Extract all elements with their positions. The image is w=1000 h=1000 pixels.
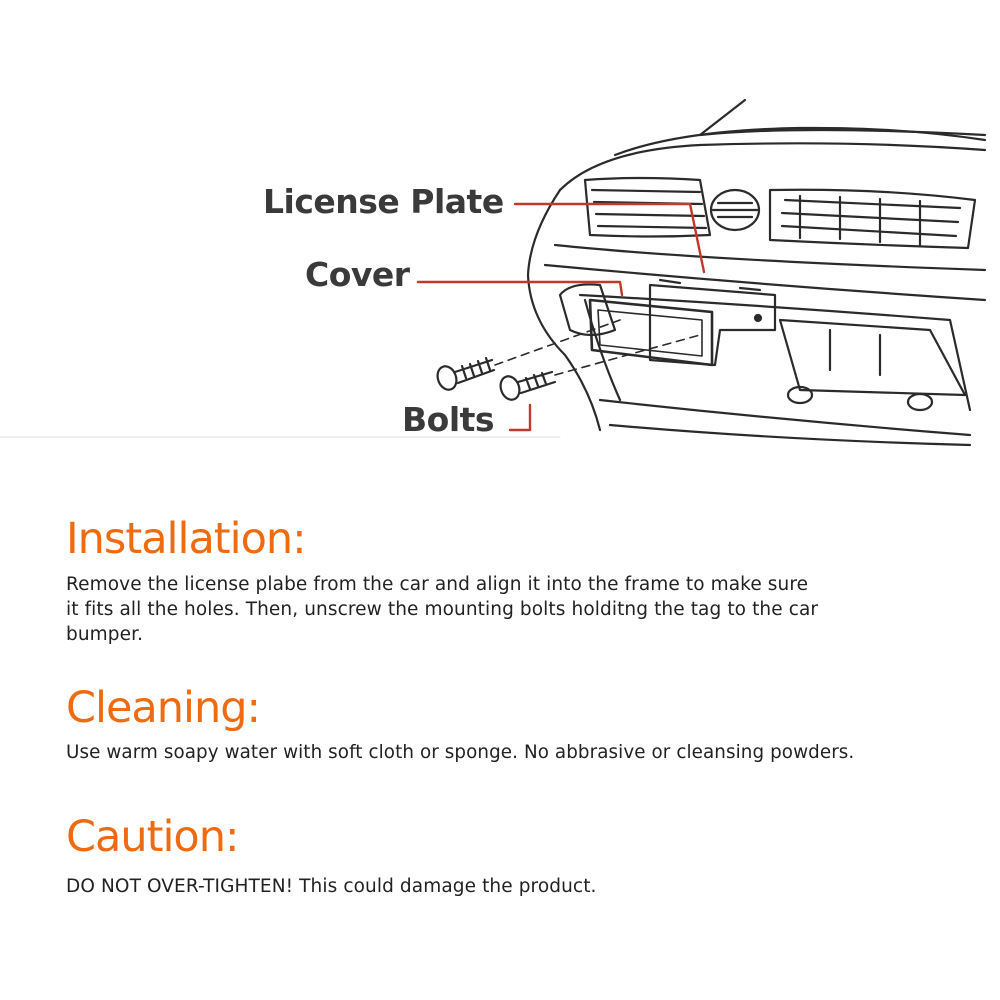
caution-heading: Caution:: [66, 812, 239, 862]
lower-intake: [780, 320, 965, 395]
cleaning-section: [66, 683, 966, 765]
installation-body: Remove the license plabe from the car and align it into the frame to make sure it fits all the holes. Then, unscrew the mounting bolts holditng the tag to the car bumper.: [66, 574, 819, 645]
cleaning-heading: Cleaning:: [66, 683, 261, 733]
alignment-line-2: [555, 335, 700, 375]
caution-section: [66, 812, 966, 899]
caution-body: DO NOT OVER-TIGHTEN! This could damage the product.: [66, 876, 597, 897]
alignment-line-1: [495, 320, 620, 365]
hood-front-edge: [560, 143, 985, 190]
installation-heading: Installation:: [66, 514, 306, 564]
bolt-1: [434, 358, 494, 392]
bolts-leader: [510, 405, 530, 430]
car-front-diagram: [0, 0, 1000, 460]
bolt-2: [497, 372, 555, 402]
installation-section: [66, 514, 826, 647]
bolts-label: Bolts: [402, 400, 495, 439]
cover-label: Cover: [305, 255, 410, 294]
license-plate-label: License Plate: [263, 182, 504, 221]
cleaning-body: Use warm soapy water with soft cloth or sponge. No abbrasive or cleansing powders.: [66, 742, 855, 763]
